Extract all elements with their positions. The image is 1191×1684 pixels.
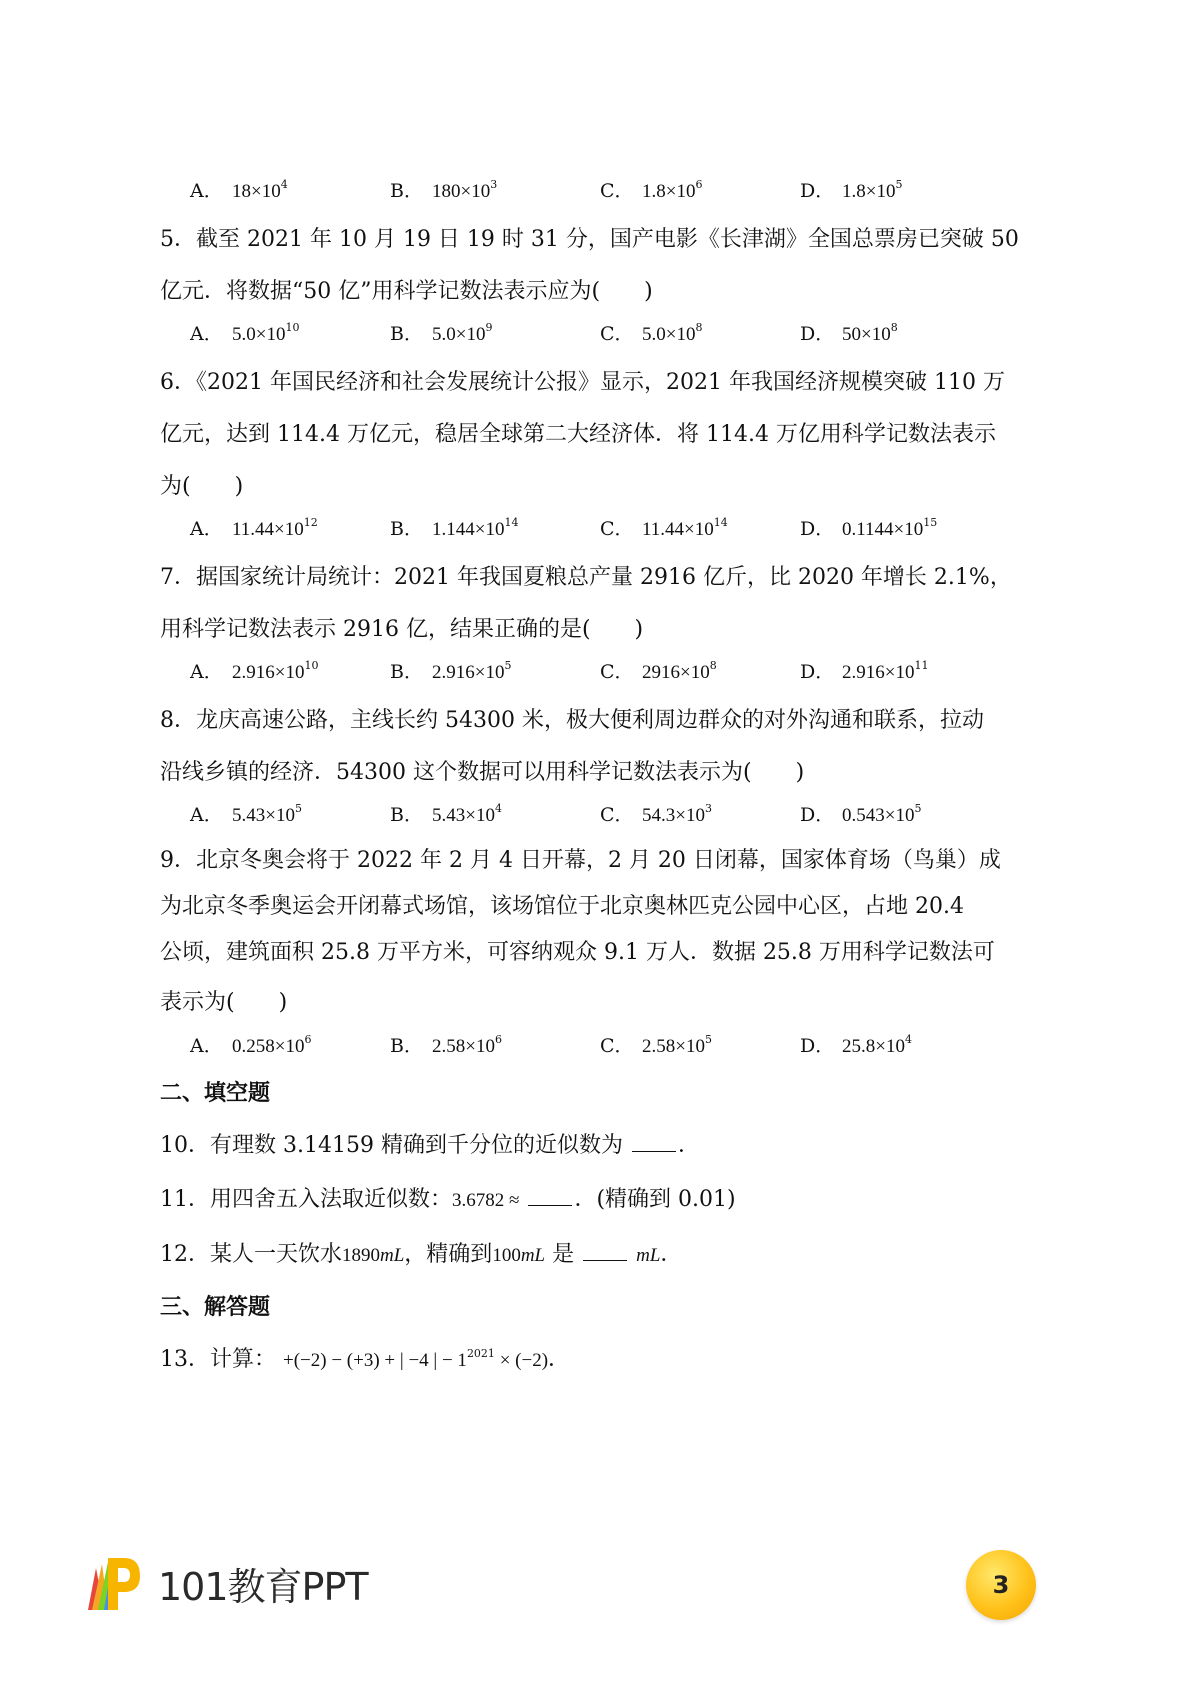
q9-option-d: D． $25.8\times 10^4$ (800, 1033, 912, 1057)
q9-line: 表示为( ) (160, 990, 288, 1015)
q4-option-b: B． $180\times 10^3$ (390, 178, 498, 202)
q6-line: 亿元，达到 114.4 万亿元，稳居全球第二大经济体．将 114.4 万亿用科学记数法表示 (160, 422, 996, 447)
q9-line: 为北京冬季奥运会开闭幕式场馆，该场馆位于北京奥林匹克公园中心区，占地 20.4 (160, 894, 964, 919)
brand-logo (78, 1548, 378, 1618)
q8-options (190, 799, 1040, 832)
page-number: 3 (992, 1571, 1010, 1599)
q5-option-b: B． $5.0\times 10^9$ (390, 321, 493, 345)
q4-option-d: D． $1.8\times 10^5$ (800, 178, 903, 202)
q7-option-b: B． $2.916\times 10^5$ (390, 659, 512, 683)
q6-line: 6．《2021 年国民经济和社会发展统计公报》显示，2021 年我国经济规模突破 110 万 (160, 370, 1005, 395)
q5-line: 5．截至 2021 年 10 月 19 日 19 时 31 分，国产电影《长津湖》全国总票房已突破 50 (160, 227, 1019, 252)
q9-options (190, 1030, 1040, 1063)
question-7 (160, 552, 1040, 689)
q5-option-a: A． $5.0\times 10^{10}$ (190, 321, 300, 345)
question-9 (160, 838, 1040, 1063)
q8-option-c: C． $54.3\times 10^3$ (600, 802, 712, 826)
worksheet-content (160, 175, 1040, 1388)
question-13: 13．计算： +(−2) − (+3) + | −4 | − $1^{2021} \times (-2)$． (160, 1347, 571, 1372)
q9-line: 公顷，建筑面积 25.8 万平方米，可容纳观众 9.1 万人．数据 25.8 万用科学记数法可 (160, 940, 995, 965)
q6-options (190, 513, 1040, 546)
q7-line: 用科学记数法表示 2916 亿，结果正确的是( ) (160, 617, 644, 642)
question-5 (160, 214, 1040, 351)
q5-option-c: C． $5.0\times 10^8$ (600, 321, 703, 345)
answer-blank[interactable] (632, 1127, 676, 1152)
q5-line: 亿元．将数据“50 亿”用科学记数法表示应为( ) (160, 279, 653, 304)
q6-option-d: D． $0.1144\times 10^{15}$ (800, 516, 938, 540)
q4-options (190, 175, 1040, 208)
page-number-badge (966, 1550, 1036, 1620)
question-8 (160, 695, 1040, 832)
q7-line: 7．据国家统计局统计：2021 年我国夏粮总产量 2916 亿斤，比 2020 年增长 2.1%， (160, 565, 1012, 590)
answer-blank[interactable] (583, 1236, 627, 1261)
section-heading-solve: 三、解答题 (160, 1295, 271, 1320)
q6-option-a: A． $11.44\times 10^{12}$ (190, 516, 318, 540)
q6-option-c: C． $11.44\times 10^{14}$ (600, 516, 728, 540)
q8-option-d: D． $0.543\times 10^5$ (800, 802, 922, 826)
q8-option-b: B． $5.43\times 10^4$ (390, 802, 502, 826)
answer-blank[interactable] (528, 1181, 572, 1206)
question-10: 10．有理数 3.14159 精确到千分位的近似数为 ． (160, 1119, 1040, 1173)
q9-option-c: C． $2.58\times 10^5$ (600, 1033, 712, 1057)
q6-option-b: B． $1.144\times 10^{14}$ (390, 516, 519, 540)
question-11: 11．用四舍五入法取近似数：3.6782 ≈ ．(精确到 0.01) (160, 1173, 1040, 1228)
q7-option-a: A． $2.916\times 10^{10}$ (190, 659, 319, 683)
q8-line: 8．龙庆高速公路，主线长约 54300 米，极大便利周边群众的对外沟通和联系，拉动 (160, 708, 984, 733)
question-12: 12．某人一天饮水1890mL，精确到100mL 是 mL． (160, 1228, 1040, 1283)
q9-option-b: B． $2.58\times 10^6$ (390, 1033, 502, 1057)
q7-option-d: D． $2.916\times 10^{11}$ (800, 659, 929, 683)
question-6 (160, 357, 1040, 546)
q5-option-d: D． $50\times 10^8$ (800, 321, 898, 345)
q8-line: 沿线乡镇的经济．54300 这个数据可以用科学记数法表示为( ) (160, 760, 805, 785)
q7-options (190, 656, 1040, 689)
q9-option-a: A． $0.258\times 10^6$ (190, 1033, 312, 1057)
q4-option-a: A． $18\times 10^4$ (190, 178, 288, 202)
q6-line: 为( ) (160, 474, 244, 499)
q9-line: 9．北京冬奥会将于 2022 年 2 月 4 日开幕，2 月 20 日闭幕，国家体育场（鸟巢）成 (160, 848, 1001, 873)
q8-option-a: A． $5.43\times 10^5$ (190, 802, 302, 826)
logo-icon (78, 1548, 148, 1618)
q7-option-c: C． $2916\times 10^8$ (600, 659, 717, 683)
logo-text: 101教育PPT (158, 1564, 368, 1609)
q4-option-c: C． $1.8\times 10^6$ (600, 178, 703, 202)
section-heading-fill-in: 二、填空题 (160, 1081, 271, 1106)
q5-options (190, 318, 1040, 351)
